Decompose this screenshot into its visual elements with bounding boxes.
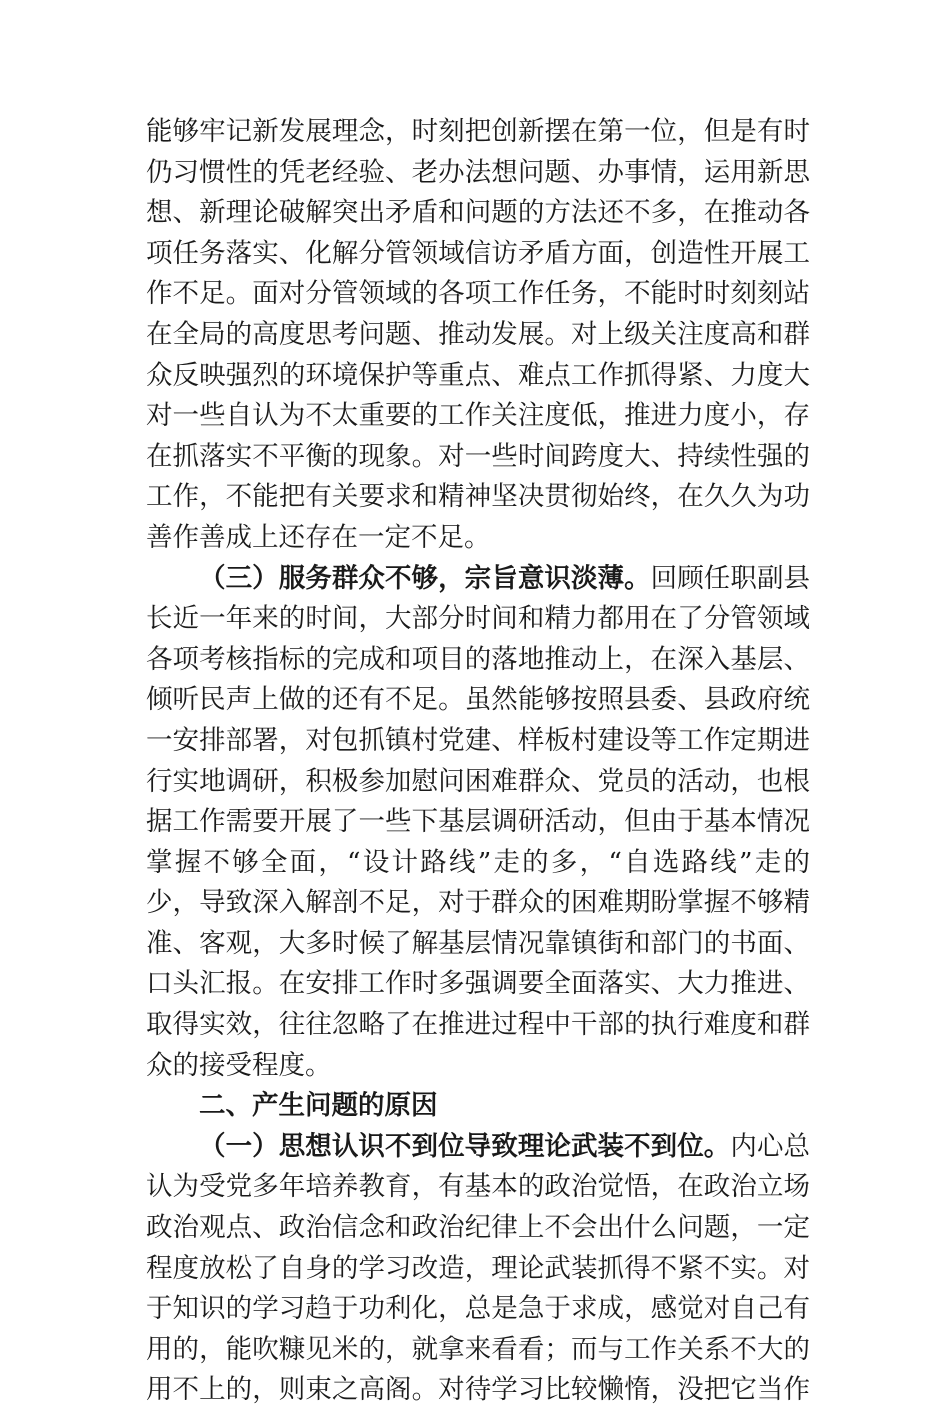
- body-text: 掌握不够全面，“设计路线”走的多，“自选路线”走的: [146, 846, 810, 878]
- bold-heading-text: （一）思想认识不到位导致理论武装不到位。: [199, 1130, 731, 1162]
- body-text: 能够牢记新发展理念，时刻把创新摆在第一位，但是有时: [146, 116, 810, 147]
- text-line: [146, 477, 810, 518]
- body-text: 准、客观，大多时候了解基层情况靠镇街和部门的书面、: [146, 927, 810, 959]
- body-text: 行实地调研，积极参加慰问困难群众、党员的活动，也根: [146, 765, 810, 797]
- text-line: [146, 843, 810, 884]
- body-text: 在抓落实不平衡的现象。对一些时间跨度大、持续性强的: [146, 440, 810, 472]
- text-line: [146, 1208, 810, 1249]
- text-line: [146, 802, 810, 843]
- body-text: 想、新理论破解突出矛盾和问题的方法还不多，在推动各: [146, 197, 810, 229]
- body-text: 内心总: [730, 1130, 810, 1162]
- text-line: [146, 193, 810, 234]
- text-line: [146, 356, 810, 397]
- body-text: 众的接受程度。: [146, 1049, 332, 1081]
- body-text: 对一些自认为不太重要的工作关注度低，推进力度小，存: [146, 400, 810, 432]
- body-text: 用的，能吹糠见米的，就拿来看看；而与工作关系不大的: [146, 1333, 810, 1365]
- text-line: [146, 1167, 810, 1208]
- body-text: 工作，不能把有关要求和精神坚决贯彻始终，在久久为功: [146, 481, 810, 513]
- text-line: [146, 964, 810, 1005]
- body-text: 回顾任职副县: [650, 562, 810, 594]
- body-text: 在全局的高度思考问题、推动发展。对上级关注度高和群: [146, 318, 810, 350]
- body-text: 各项考核指标的完成和项目的落地推动上，在深入基层、: [146, 643, 810, 675]
- text-line: [146, 1005, 810, 1046]
- text-line: [146, 1086, 810, 1127]
- text-line: [146, 1046, 810, 1087]
- text-line: [146, 680, 810, 721]
- text-line: [146, 599, 810, 640]
- body-text: 众反映强烈的环境保护等重点、难点工作抓得紧、力度大: [146, 359, 810, 391]
- body-text: 善作善成上还存在一定不足。: [146, 521, 491, 553]
- text-line: [146, 518, 810, 559]
- body-text: 口头汇报。在安排工作时多强调要全面落实、大力推进、: [146, 968, 810, 1000]
- text-line: [146, 883, 810, 924]
- text-line: [146, 1289, 810, 1330]
- text-line: [146, 315, 810, 356]
- body-text: 倾听民声上做的还有不足。虽然能够按照县委、县政府统: [146, 684, 810, 716]
- bold-heading-text: （三）服务群众不够，宗旨意识淡薄。: [199, 562, 651, 594]
- bold-heading-text: 二、产生问题的原因: [199, 1090, 438, 1122]
- body-text: 长近一年来的时间，大部分时间和精力都用在了分管领域: [146, 603, 810, 635]
- body-text: 少，导致深入解剖不足，对于群众的困难期盼掌握不够精: [146, 887, 810, 919]
- text-line: [146, 1249, 810, 1290]
- body-text: 于知识的学习趋于功利化，总是急于求成，感觉对自己有: [146, 1293, 810, 1325]
- body-text: 作不足。面对分管领域的各项工作任务，不能时时刻刻站: [146, 278, 810, 310]
- text-line: [146, 559, 810, 600]
- body-text: 认为受党多年培养教育，有基本的政治觉悟，在政治立场: [146, 1171, 810, 1203]
- body-text: 项任务落实、化解分管领域信访矛盾方面，创造性开展工: [146, 237, 810, 269]
- body-text: 据工作需要开展了一些下基层调研活动，但由于基本情况: [146, 806, 810, 838]
- text-line: [146, 762, 810, 803]
- text-line: [146, 153, 810, 194]
- text-line: [146, 396, 810, 437]
- text-line: [146, 274, 810, 315]
- body-text: 程度放松了自身的学习改造，理论武装抓得不紧不实。对: [146, 1252, 810, 1284]
- text-line: [146, 1330, 810, 1371]
- body-text: 仍习惯性的凭老经验、老办法想问题、办事情，运用新思: [146, 156, 810, 188]
- body-text: 一安排部署，对包抓镇村党建、样板村建设等工作定期进: [146, 724, 810, 756]
- document-body: [146, 112, 810, 1411]
- text-line: [146, 924, 810, 965]
- text-line: [146, 437, 810, 478]
- text-line: [146, 640, 810, 681]
- text-line: [146, 234, 810, 275]
- body-text: 取得实效，往往忽略了在推进过程中干部的执行难度和群: [146, 1009, 810, 1041]
- text-line: [146, 721, 810, 762]
- body-text: 政治观点、政治信念和政治纪律上不会出什么问题，一定: [146, 1212, 810, 1244]
- text-line: [146, 1370, 810, 1411]
- text-line: [146, 1127, 810, 1168]
- text-line: [146, 112, 810, 153]
- body-text: 用不上的，则束之高阁。对待学习比较懒惰，没把它当作: [146, 1374, 810, 1406]
